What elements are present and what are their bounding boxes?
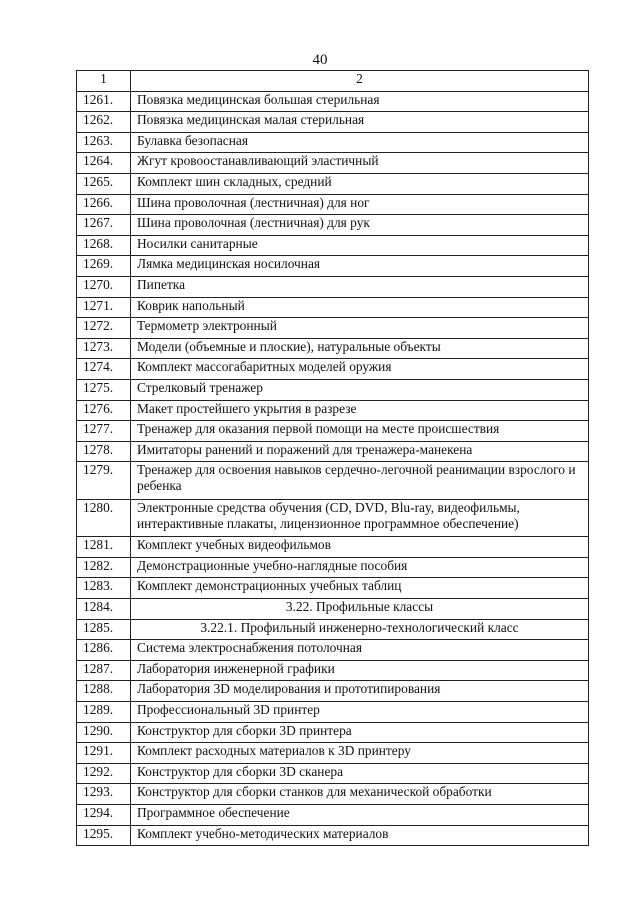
item-name: Шина проволочная (лестничная) для рук <box>131 215 589 236</box>
row-number: 1271. <box>77 297 131 318</box>
table-row <box>77 702 589 723</box>
section-heading: 3.22.1. Профильный инженерно-технологический класс <box>131 619 589 640</box>
item-name: Модели (объемные и плоские), натуральные объекты <box>131 338 589 359</box>
table-row <box>77 91 589 112</box>
row-number: 1263. <box>77 132 131 153</box>
row-number: 1265. <box>77 173 131 194</box>
item-name: Шина проволочная (лестничная) для ног <box>131 194 589 215</box>
table-row <box>77 599 589 620</box>
table-row <box>77 784 589 805</box>
row-number: 1275. <box>77 379 131 400</box>
row-number: 1283. <box>77 578 131 599</box>
row-number: 1278. <box>77 441 131 462</box>
table-row <box>77 578 589 599</box>
table-row <box>77 297 589 318</box>
row-number: 1295. <box>77 825 131 846</box>
table-row <box>77 805 589 826</box>
section-heading: 3.22. Профильные классы <box>131 599 589 620</box>
item-name: Тренажер для оказания первой помощи на месте происшествия <box>131 421 589 442</box>
table-row <box>77 359 589 380</box>
table-row <box>77 400 589 421</box>
table-row <box>77 640 589 661</box>
item-name: Конструктор для сборки станков для механической обработки <box>131 784 589 805</box>
table-row <box>77 112 589 133</box>
table-row <box>77 215 589 236</box>
page-number: 40 <box>312 52 328 68</box>
row-number: 1293. <box>77 784 131 805</box>
row-number: 1287. <box>77 660 131 681</box>
table-row <box>77 235 589 256</box>
row-number: 1289. <box>77 702 131 723</box>
row-number: 1284. <box>77 599 131 620</box>
row-number: 1274. <box>77 359 131 380</box>
table-row <box>77 338 589 359</box>
item-name: Комплект учебно-методических материалов <box>131 825 589 846</box>
item-name: Пипетка <box>131 276 589 297</box>
item-name: Повязка медицинская малая стерильная <box>131 112 589 133</box>
item-name: Комплект массогабаритных моделей оружия <box>131 359 589 380</box>
item-name: Термометр электронный <box>131 318 589 339</box>
row-number: 1288. <box>77 681 131 702</box>
item-name: Стрелковый тренажер <box>131 379 589 400</box>
table-row <box>77 379 589 400</box>
table-row <box>77 153 589 174</box>
row-number: 1282. <box>77 557 131 578</box>
table-header-row <box>77 71 589 92</box>
table-row <box>77 462 589 500</box>
row-number: 1285. <box>77 619 131 640</box>
table-row <box>77 173 589 194</box>
item-name: Профессиональный 3D принтер <box>131 702 589 723</box>
item-name: Комплект шин складных, средний <box>131 173 589 194</box>
row-number: 1266. <box>77 194 131 215</box>
row-number: 1267. <box>77 215 131 236</box>
row-number: 1276. <box>77 400 131 421</box>
column-header-name: 2 <box>131 71 589 92</box>
row-number: 1281. <box>77 537 131 558</box>
item-name: Электронные средства обучения (CD, DVD, Blu-ray, видеофильмы, интерактивные плакаты, лицензионное программное обеспечение) <box>131 499 589 537</box>
row-number: 1286. <box>77 640 131 661</box>
item-name: Комплект расходных материалов к 3D принтеру <box>131 743 589 764</box>
item-name: Лаборатория инженерной графики <box>131 660 589 681</box>
item-name: Макет простейшего укрытия в разрезе <box>131 400 589 421</box>
row-number: 1280. <box>77 499 131 537</box>
item-name: Лямка медицинская носилочная <box>131 256 589 277</box>
row-number: 1261. <box>77 91 131 112</box>
item-name: Программное обеспечение <box>131 805 589 826</box>
item-name: Комплект демонстрационных учебных таблиц <box>131 578 589 599</box>
table-row <box>77 441 589 462</box>
item-name: Конструктор для сборки 3D сканера <box>131 763 589 784</box>
item-name: Тренажер для освоения навыков сердечно-легочной реанимации взрослого и ребенка <box>131 462 589 500</box>
item-name: Лаборатория 3D моделирования и прототипирования <box>131 681 589 702</box>
table-row <box>77 318 589 339</box>
table-row <box>77 743 589 764</box>
table-row <box>77 660 589 681</box>
item-name: Булавка безопасная <box>131 132 589 153</box>
item-name: Носилки санитарные <box>131 235 589 256</box>
table-row <box>77 421 589 442</box>
item-name: Жгут кровоостанавливающий эластичный <box>131 153 589 174</box>
item-name: Комплект учебных видеофильмов <box>131 537 589 558</box>
equipment-table <box>76 70 589 846</box>
row-number: 1262. <box>77 112 131 133</box>
table-row <box>77 681 589 702</box>
row-number: 1272. <box>77 318 131 339</box>
table-row <box>77 763 589 784</box>
row-number: 1279. <box>77 462 131 500</box>
table-body <box>77 91 589 846</box>
row-number: 1294. <box>77 805 131 826</box>
item-name: Повязка медицинская большая стерильная <box>131 91 589 112</box>
row-number: 1292. <box>77 763 131 784</box>
row-number: 1290. <box>77 722 131 743</box>
row-number: 1268. <box>77 235 131 256</box>
item-name: Демонстрационные учебно-наглядные пособия <box>131 557 589 578</box>
column-header-number: 1 <box>77 71 131 92</box>
item-name: Коврик напольный <box>131 297 589 318</box>
item-name: Имитаторы ранений и поражений для тренажера-манекена <box>131 441 589 462</box>
item-name: Система электроснабжения потолочная <box>131 640 589 661</box>
table-row <box>77 557 589 578</box>
row-number: 1269. <box>77 256 131 277</box>
table-row <box>77 619 589 640</box>
table-row <box>77 537 589 558</box>
table-row <box>77 194 589 215</box>
table-row <box>77 276 589 297</box>
row-number: 1270. <box>77 276 131 297</box>
table-row <box>77 722 589 743</box>
row-number: 1291. <box>77 743 131 764</box>
table-row <box>77 499 589 537</box>
row-number: 1264. <box>77 153 131 174</box>
table-row <box>77 825 589 846</box>
table-row <box>77 132 589 153</box>
table-row <box>77 256 589 277</box>
row-number: 1277. <box>77 421 131 442</box>
row-number: 1273. <box>77 338 131 359</box>
item-name: Конструктор для сборки 3D принтера <box>131 722 589 743</box>
